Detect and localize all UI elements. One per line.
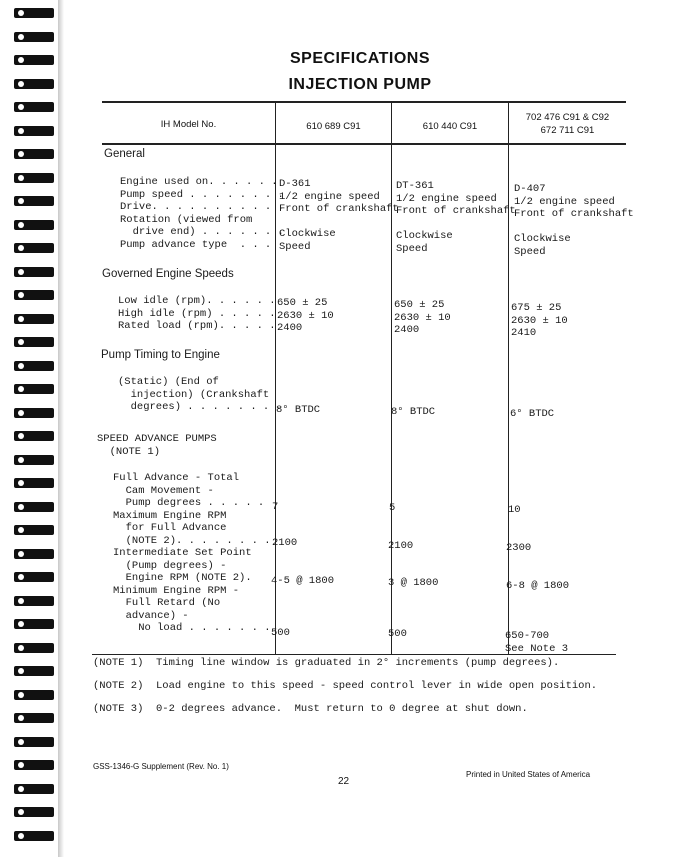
col2-advance-1: 5 [389,502,396,514]
binder-ring [14,784,54,794]
binder-ring [14,149,54,159]
binder-ring [14,666,54,676]
binder-ring [14,102,54,112]
table-header-rule [102,143,626,145]
binder-ring [14,596,54,606]
col3-governed: 675 ± 25 2630 ± 10 2410 [511,302,568,339]
binder-ring [14,196,54,206]
col1-advance-4: 500 [271,627,290,639]
footer-document-id: GSS-1346-G Supplement (Rev. No. 1) [93,762,229,771]
binder-ring [14,478,54,488]
header-col-2: 610 440 C91 [422,121,478,132]
labels-governed: Low idle (rpm). . . . . . High idle (rpm) . . . . . Rated load (rpm). . . . . [118,295,276,332]
binder-ring [14,384,54,394]
col1-advance-1: 7 [272,501,279,513]
binder-ring [14,619,54,629]
col2-timing: 8° BTDC [391,406,436,418]
binder-ring [14,549,54,559]
section-governed-speeds: Governed Engine Speeds [102,268,234,280]
section-pump-timing: Pump Timing to Engine [101,349,220,361]
binder-ring [14,807,54,817]
col3-advance-1: 10 [508,504,521,516]
col1-advance-2: 2100 [272,537,298,549]
binder-ring [14,337,54,347]
binder-ring [14,737,54,747]
binder-ring [14,290,54,300]
binder-ring [14,690,54,700]
col1-general: D-361 1/2 engine speed Front of crankshaft Clockwise Speed [279,178,399,253]
col3-timing: 6° BTDC [510,408,555,420]
binder-ring [14,267,54,277]
note-2: (NOTE 2) Load engine to this speed - speed control lever in wide open position. [93,680,598,692]
col2-advance-2: 2100 [388,540,414,552]
binder-ring [14,314,54,324]
page-number: 22 [338,776,350,787]
binder-ring [14,502,54,512]
binder-ring [14,173,54,183]
note-3: (NOTE 3) 0-2 degrees advance. Must return to 0 degree at shut down. [93,703,528,715]
section-speed-advance: SPEED ADVANCE PUMPS (NOTE 1) [97,433,217,458]
col2-advance-3: 3 @ 1800 [388,577,439,589]
header-col-1: 610 689 C91 [306,121,361,132]
col3-advance-4: 650-700 See Note 3 [505,630,569,655]
col3-advance-3: 6-8 @ 1800 [506,580,570,592]
binder-ring [14,8,54,18]
footer-printed-in: Printed in United States of America [466,770,591,779]
col3-general: D-407 1/2 engine speed Front of crankshaft Clockwise Speed [514,183,634,258]
binder-ring [14,713,54,723]
col1-governed: 650 ± 25 2630 ± 10 2400 [277,297,334,334]
table-top-rule [102,101,626,103]
header-model-label: IH Model No. [160,119,217,130]
note-1: (NOTE 1) Timing line window is graduated in 2° increments (pump degrees). [93,657,560,669]
binder-ring [14,455,54,465]
labels-advance: Full Advance - Total Cam Movement - Pump degrees . . . . . Maximum Engine RPM for Full Advance (NOTE 2). . . . . . . . Intermediate Set Point (Pump degrees) - Engine RPM (NOTE 2). Minimum Engine RPM - Full Retard (No advance) - No load . . . . . . . [113,472,271,634]
col3-advance-2: 2300 [506,542,532,554]
binder-ring [14,126,54,136]
binder-ring [14,572,54,582]
binder-ring [14,361,54,371]
col2-governed: 650 ± 25 2630 ± 10 2400 [394,299,451,336]
col2-advance-4: 500 [388,628,407,640]
binder-rings [0,0,58,857]
binder-ring [14,243,54,253]
header-col-3: 702 476 C91 & C92 672 711 C91 [525,112,610,136]
page-title: SPECIFICATIONS [289,50,431,67]
labels-timing: (Static) (End of injection) (Crankshaft degrees) . . . . . . . . [118,376,282,413]
col1-timing: 8° BTDC [276,404,321,416]
page-edge-shadow [58,0,64,857]
page-subtitle: INJECTION PUMP [288,76,432,93]
binder-ring [14,643,54,653]
binder-ring [14,32,54,42]
col2-general: DT-361 1/2 engine speed Front of crankshaft Clockwise Speed [396,180,516,255]
binder-ring [14,525,54,535]
binder-ring [14,408,54,418]
binder-ring [14,431,54,441]
binder-ring [14,760,54,770]
section-general: General [104,148,145,160]
binder-ring [14,831,54,841]
binder-ring [14,220,54,230]
col1-advance-3: 4-5 @ 1800 [271,575,335,587]
labels-general: Engine used on. . . . . . Pump speed . . . . . . . . Drive. . . . . . . . . . . Rotation (viewed from drive end) . . . . . . . Pump advance type . . . [120,176,284,251]
